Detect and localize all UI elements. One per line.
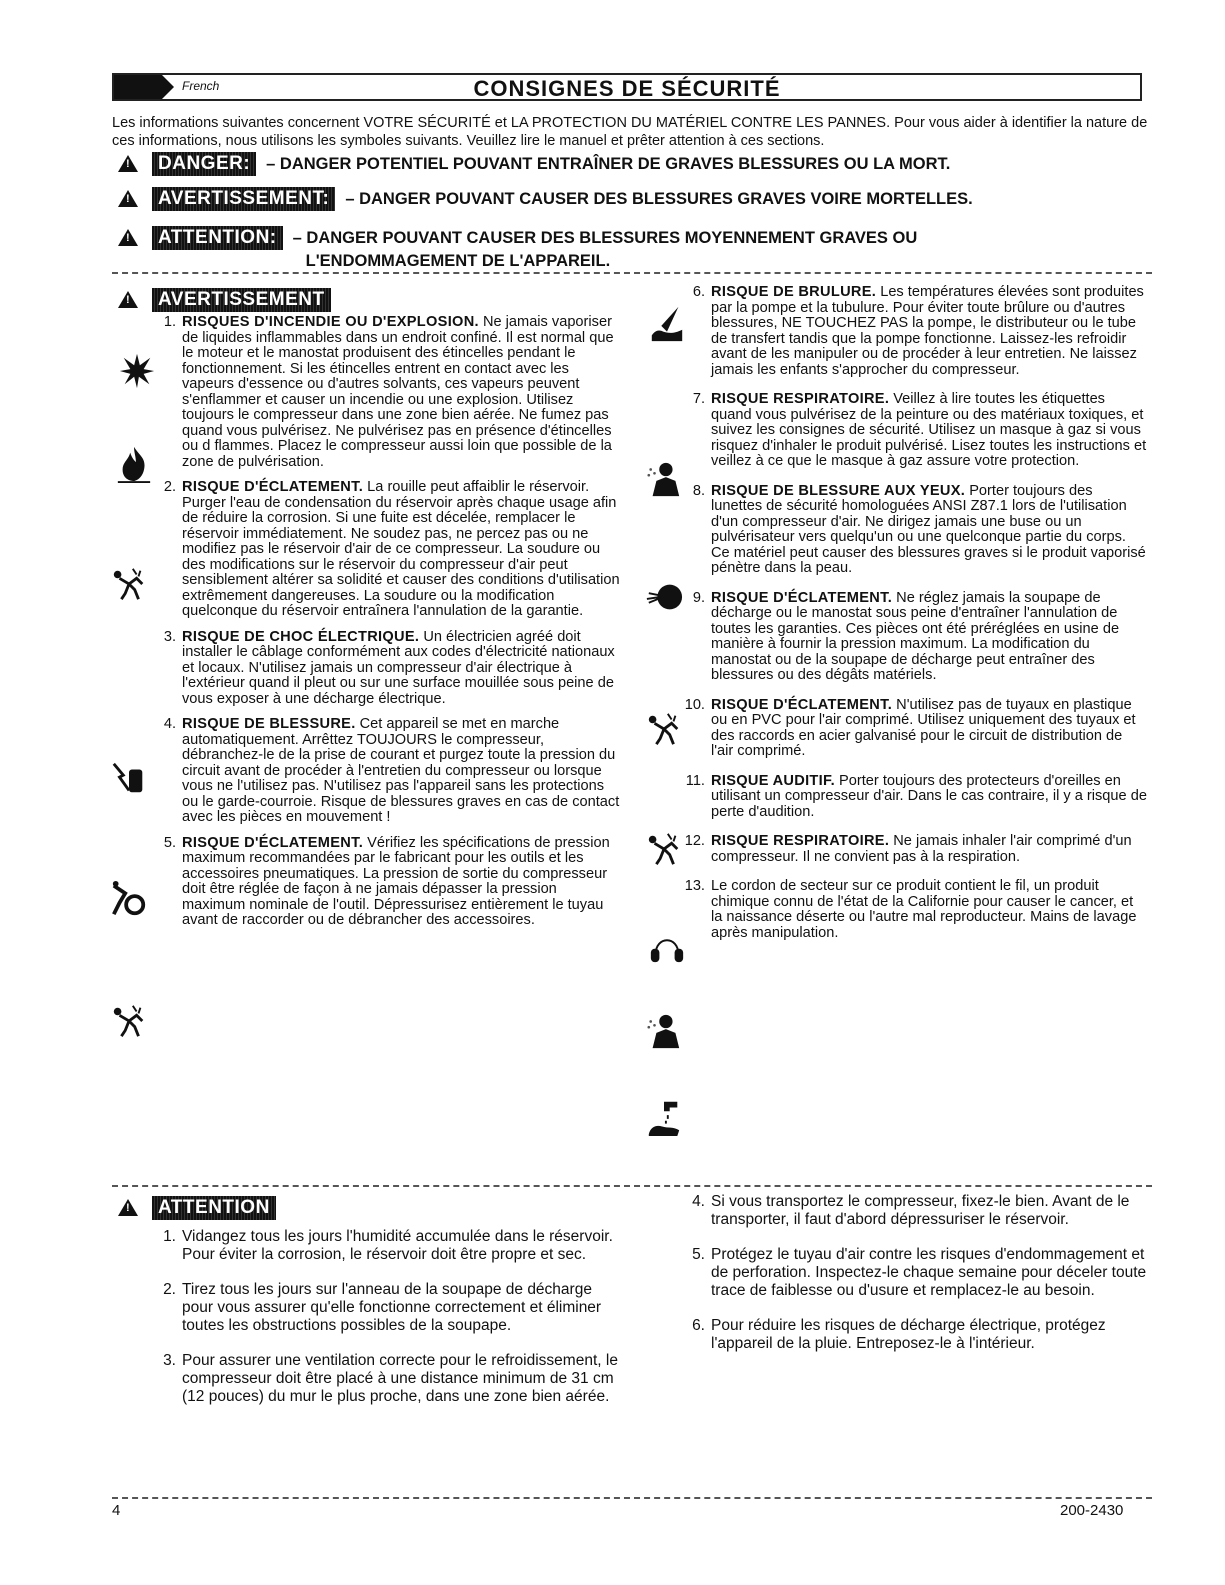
item-number: 6.	[692, 1317, 705, 1334]
item-text: Si vous transportez le compresseur, fixez-le bien. Avant de le transporter, il faut d'abord dépressuriser le réservoir.	[711, 1193, 1130, 1228]
warning-section-badge: AVERTISSEMENT	[152, 288, 331, 312]
caution-item	[163, 1352, 622, 1406]
warning-triangle-icon	[118, 291, 138, 308]
danger-badge: DANGER:	[152, 152, 256, 176]
caution-section-badge: ATTENTION	[152, 1196, 276, 1220]
item-number: 12.	[684, 833, 705, 849]
warning-triangle-icon	[118, 190, 138, 207]
item-text: N'utilisez pas de tuyaux en plastique ou en PVC pour l'air comprimé. Utilisez uniquement des tuyaux et des raccords en acier galvanisé pour le circuit de distribution de l'air comprimé.	[711, 696, 1136, 759]
item-text: Un électricien agréé doit installer le câblage conformément aux codes d'électricité nationaux et locaux. N'utilisez jamais un compresseur d'air électrique à l'extérieur quand il pleut ou sur une surface mouillée sous peine de vous exposer à une décharge électrique.	[182, 628, 615, 707]
divider	[112, 1185, 1152, 1187]
signal-caution	[118, 226, 917, 271]
fire-icon	[115, 445, 153, 483]
item-number: 13.	[684, 878, 705, 894]
item-title: RISQUE DE BRULURE.	[711, 284, 877, 300]
item-title: RISQUE D'ÉCLATEMENT.	[182, 834, 364, 851]
caution-right-column	[692, 1193, 1151, 1370]
item-title: RISQUE D'ÉCLATEMENT.	[711, 589, 893, 606]
warning-badge: AVERTISSEMENT:	[152, 187, 335, 211]
warning-item	[692, 284, 1147, 378]
item-text: Vidangez tous les jours l'humidité accumulée dans le réservoir. Pour éviter la corrosion, le réservoir doit être propre et sec.	[182, 1228, 613, 1263]
item-title: RISQUES D'INCENDIE OU D'EXPLOSION.	[182, 314, 479, 330]
page-title: CONSIGNES DE SÉCURITÉ	[473, 76, 781, 101]
warnings-right-column	[684, 284, 1147, 955]
item-number: 3.	[163, 628, 176, 645]
item-title: RISQUE RESPIRATOIRE.	[711, 833, 890, 849]
warning-item	[163, 479, 622, 620]
item-text: Ne jamais vaporiser de liquides inflammables dans un endroit confiné. Il est normal que le moteur et le manostat produisent des étincelles pendant le fonctionnement. Si les étincelles entrent en contact avec les vapeurs d'essence ou d'autres solvants, ces vapeurs peuvent s'enflammer et causer un incendie ou une explosion. Utilisez toujours le compresseur dans une zone bien aérée. Ne fumez pas quand vous pulvérisez. Ne pulvérisez pas en présence d'étincelles ou d flammes. Placez le compresseur aussi loin que possible de la zone de pulvérisation.	[182, 314, 614, 470]
item-title: RISQUE DE CHOC ÉLECTRIQUE.	[182, 628, 420, 645]
signal-text: – DANGER POTENTIEL POUVANT ENTRAÎNER DE GRAVES BLESSURES OU LA MORT.	[266, 155, 951, 173]
item-text: Porter toujours des protecteurs d'oreilles en utilisant un compresseur d'air. Dans le cas contraire, il y a risque de perte d'audition.	[711, 772, 1147, 820]
item-text: Protégez le tuyau d'air contre les risques d'endommagement et de perforation. Inspectez-le chaque semaine pour déceler toute trace de faiblesse ou d'usure et remplacez-le au besoin.	[711, 1246, 1147, 1299]
respirator-icon	[645, 1012, 683, 1050]
explosion-icon	[118, 352, 156, 390]
item-number: 8.	[692, 482, 705, 499]
warning-item	[685, 772, 1147, 821]
caution-left-column	[163, 1228, 622, 1423]
item-text: Tirez tous les jours sur l'anneau de la soupape de décharge pour vous assurer qu'elle fonctionne correctement et éliminer toutes les obstructions possibles de la soupape.	[182, 1281, 602, 1334]
item-number: 7.	[692, 391, 705, 407]
item-number: 2.	[163, 479, 176, 495]
electric-shock-icon	[110, 760, 148, 798]
item-number: 6.	[692, 284, 705, 300]
item-title: RISQUE DE BLESSURE.	[182, 716, 356, 732]
caution-item	[692, 1317, 1151, 1353]
item-text: Porter toujours des lunettes de sécurité homologuées ANSI Z87.1 lors de l'utilisation d'un compresseur d'air. Ne dirigez jamais une buse ou un pulvérisateur vers quelqu'un ou une quelconque partie du corps. Ce matériel peut causer des blessures graves si le produit vaporisé pénètre dans la peau.	[711, 482, 1146, 576]
caution-item	[163, 1228, 622, 1264]
item-text: Le cordon de secteur sur ce produit contient le fil, un produit chimique connu de l'état de la Californie pour causer le cancer, et la naissance déserte ou l'autre mal reproducteur. Mains de lavage après manipulation.	[711, 878, 1137, 941]
warning-item	[163, 716, 622, 826]
signal-warning	[118, 187, 973, 211]
ear-protection-icon	[648, 926, 686, 964]
caution-badge: ATTENTION:	[152, 226, 283, 250]
signal-danger	[118, 152, 950, 176]
item-number: 3.	[163, 1352, 176, 1369]
burst-icon	[645, 710, 683, 748]
item-title: RISQUE D'ÉCLATEMENT.	[711, 696, 893, 713]
language-label: French	[182, 79, 220, 93]
item-title: RISQUE RESPIRATOIRE.	[711, 391, 890, 407]
item-title: RISQUE AUDITIF.	[711, 772, 835, 789]
caution-item	[163, 1281, 622, 1335]
divider	[112, 272, 1152, 274]
item-title: RISQUE D'ÉCLATEMENT.	[182, 479, 364, 495]
caution-item	[692, 1246, 1151, 1300]
warning-triangle-icon	[118, 155, 138, 172]
item-title: RISQUE DE BLESSURE AUX YEUX.	[711, 482, 966, 499]
signal-text: – DANGER POUVANT CAUSER DES BLESSURES MOYENNEMENT GRAVES OU	[292, 229, 918, 247]
moving-parts-icon	[110, 880, 148, 918]
item-text: Veillez à lire toutes les étiquettes quand vous pulvérisez de la peinture ou des matériaux toxiques, et suivez les consignes de sécurité. Utilisez un masque à gaz si vous risquez d'inhaler le produit pulvérisé. Lisez toutes les instructions et veillez à ce que le masque à gaz assure votre protection.	[711, 391, 1147, 469]
page-number: 4	[112, 1502, 121, 1519]
signal-text-block	[293, 229, 918, 271]
item-text: Pour réduire les risques de décharge électrique, protégez l'appareil de la pluie. Entreposez-le à l'intérieur.	[711, 1317, 1106, 1352]
respirator-icon	[645, 460, 683, 498]
item-number: 11.	[685, 772, 705, 789]
item-text: Ne jamais inhaler l'air comprimé d'un compresseur. Il ne convient pas à la respiration.	[711, 833, 1132, 865]
warning-triangle-icon	[118, 229, 138, 246]
item-number: 10.	[684, 696, 705, 713]
item-text: Pour assurer une ventilation correcte pour le refroidissement, le compresseur doit être placé à une distance minimum de 31 cm (12 pouces) du mur le plus proche, dans une zone bien aérée.	[182, 1352, 618, 1405]
warning-section-heading	[118, 288, 341, 312]
warning-item	[684, 833, 1147, 865]
burst-icon	[110, 1002, 148, 1040]
item-text: Ne réglez jamais la soupape de décharge ou le manostat sous peine d'entraîner l'annulation de toutes les garanties. Ces pièces ont été préréglées en usine de manière à fournir la pression maximum. La modification du manostat ou de la soupape de décharge peut entraîner des blessures ou des dégâts matériels.	[711, 589, 1120, 683]
caution-item	[692, 1193, 1151, 1229]
warning-item	[163, 834, 622, 929]
warning-item	[692, 589, 1147, 684]
item-number: 4.	[692, 1193, 705, 1210]
footer-divider	[112, 1497, 1152, 1499]
warning-item	[163, 628, 622, 708]
warning-triangle-icon	[118, 1199, 138, 1216]
warning-item	[684, 878, 1147, 941]
warning-item	[163, 314, 622, 470]
item-number: 1.	[163, 314, 176, 330]
item-number: 9.	[692, 589, 705, 606]
hand-wash-icon	[645, 1098, 683, 1136]
item-number: 4.	[163, 716, 176, 732]
item-number: 2.	[163, 1281, 176, 1298]
burst-icon	[645, 830, 683, 868]
item-number: 5.	[692, 1246, 705, 1263]
item-number: 1.	[163, 1228, 176, 1245]
warning-item	[684, 696, 1147, 760]
item-text: Cet appareil se met en marche automatiquement. Arrêttez TOUJOURS le compresseur, débranchez-le de la prise de courant et purgez toute la pression du circuit avant de procéder à l'entretien du compresseur ou lorsque vous ne l'utilisez pas. N'utilisez pas l'appareil sans les protections ou le garde-courroie. Risque de blessures graves en cas de contact avec les pièces en mouvement !	[182, 716, 620, 825]
item-text: Vérifiez les spécifications de pression maximum recommandées par le fabricant pour les outils et les accessoires pneumatiques. La pression de sortie du compresseur doit être réglée de façon à ne jamais dépasser la pression maximum nominale de l'outil. Dépressurisez entièrement le tuyau avant de raccorder ou de débrancher des accessoires.	[182, 834, 610, 928]
item-number: 5.	[163, 834, 176, 851]
warnings-left-column	[163, 314, 622, 939]
item-text: Les températures élevées sont produites par la pompe et la tubulure. Pour éviter toute brûlure ou d'autres blessures, NE TOUCHEZ PAS la pompe, le distributeur ou le tube de transfert tandis que la pompe fonctionne. Laissez-les refroidir avant de les manipuler ou de procéder à leur entretien. Ne laissez jamais les enfants s'approcher du compresseur.	[711, 284, 1144, 378]
document-number: 200-2430	[1060, 1502, 1124, 1519]
intro-paragraph: Les informations suivantes concernent VOTRE SÉCURITÉ et LA PROTECTION DU MATÉRIEL CONTRE LES PANNES. Pour vous aider à identifier la nature de ces informations, nous utilisons les symboles suivants. Veuillez lire le manuel et prêter attention à ces sections.	[112, 115, 1148, 149]
item-text: La rouille peut affaiblir le réservoir. Purger l'eau de condensation du réservoir après chaque usage afin de réduire la corrosion. Si une fuite est décelée, remplacer le réservoir immédiatement. Ne soudez pas, ne percez pas ou ne modifiez pas le réservoir d'air de ce compresseur. La soudure ou des modifications sur le réservoir du compresseur d'air peut sensiblement altérer sa solidité et causer des conditions d'utilisation extrêmement dangereuses. La soudure ou la modification quelconque du réservoir entraînera l'annulation de la garantie.	[182, 479, 620, 619]
signal-text-line2: L'ENDOMMAGEMENT DE L'APPAREIL.	[305, 252, 611, 270]
warning-item	[692, 482, 1147, 577]
eye-injury-icon	[645, 578, 683, 616]
section-header	[112, 73, 1142, 101]
caution-section-heading	[118, 1196, 286, 1220]
signal-text: – DANGER POUVANT CAUSER DES BLESSURES GRAVES VOIRE MORTELLES.	[345, 190, 973, 208]
hot-surface-icon	[648, 305, 686, 343]
burst-icon	[110, 565, 148, 603]
warning-item	[692, 391, 1147, 470]
